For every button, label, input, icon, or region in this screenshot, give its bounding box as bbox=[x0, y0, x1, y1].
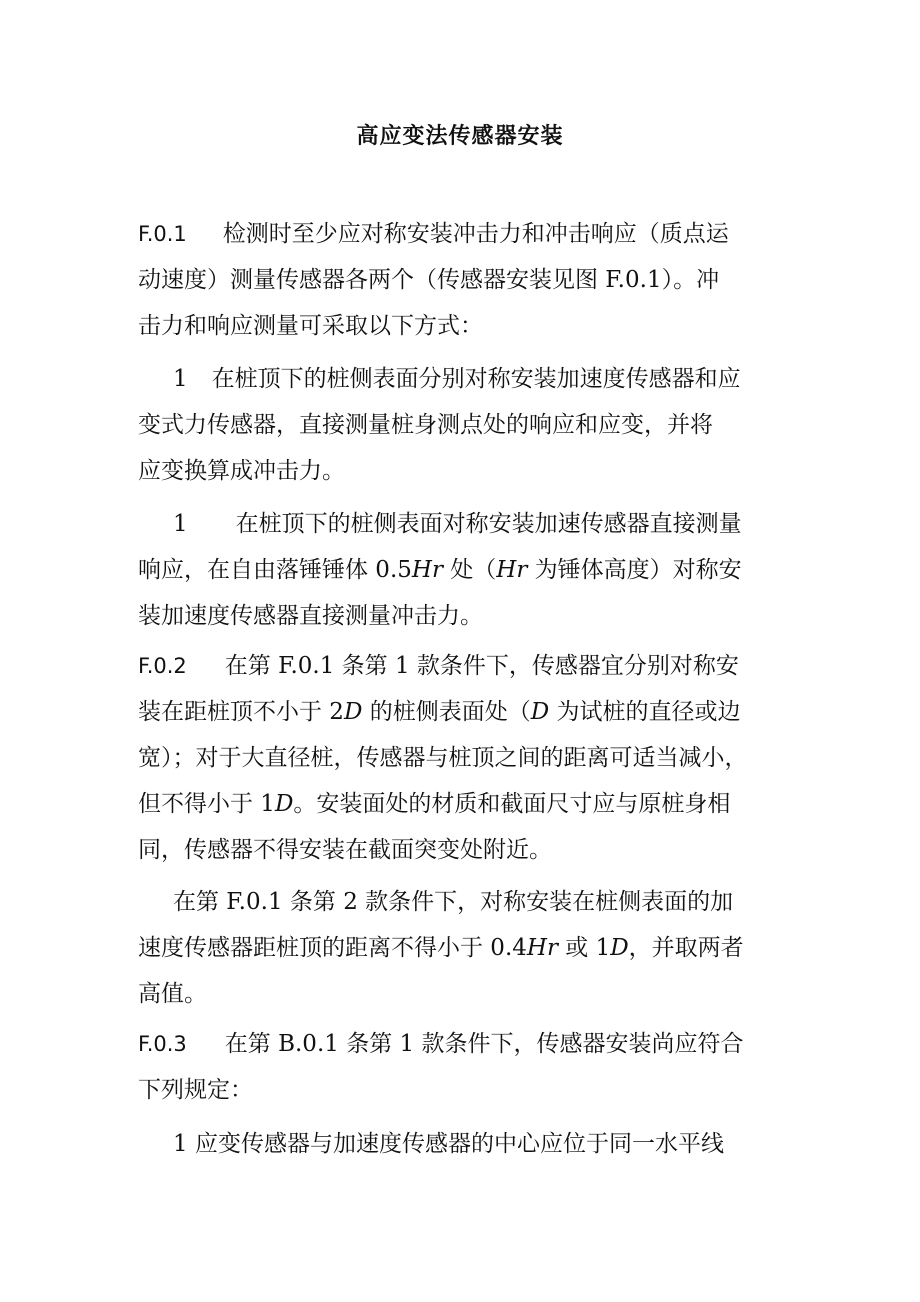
paragraph-text bbox=[138, 788, 730, 820]
paragraph-text: 在第 F.0.1 条第 1 款条件下，传感器宜分别对称安 bbox=[224, 653, 739, 679]
math-symbol: D bbox=[610, 935, 629, 961]
paragraph-text bbox=[138, 932, 744, 964]
paragraph-text: 变式力传感器，直接测量桩身测点处的响应和应变，并将 bbox=[138, 412, 713, 438]
text-run: 装在距桩顶不小于 2 bbox=[138, 699, 344, 725]
clause-f002-line-1 bbox=[138, 650, 739, 682]
list-item-1-line-1 bbox=[173, 363, 741, 395]
text-run: ，并取两者 bbox=[628, 935, 744, 961]
paragraph-text: 装加速度传感器直接测量冲击力。 bbox=[138, 603, 483, 629]
paragraph-text: 在第 F.0.1 条第 2 款条件下，对称安装在桩侧表面的加 bbox=[173, 889, 734, 915]
paragraph-text: 宽）；对于大直径桩，传感器与桩顶之间的距离可适当减小， bbox=[138, 745, 748, 771]
clause-f001-line-1 bbox=[138, 218, 729, 250]
text-run: 或 1 bbox=[557, 935, 611, 961]
paragraph-text: 应变换算成冲击力。 bbox=[138, 458, 345, 484]
paragraph-text bbox=[138, 554, 742, 586]
math-symbol: Hr bbox=[526, 935, 558, 961]
list-item-number: 1 bbox=[173, 511, 188, 537]
math-symbol: D bbox=[343, 699, 363, 725]
paragraph-text: 在桩顶下的桩侧表面对称安装加速传感器直接测量 bbox=[235, 511, 742, 537]
paragraph-text: 同，传感器不得安装在截面突变处附近。 bbox=[138, 837, 552, 863]
clause-number: F.0.2 bbox=[138, 654, 187, 678]
text-run: 为试桩的直径或边 bbox=[549, 699, 741, 725]
math-symbol: Hr bbox=[496, 557, 528, 583]
math-symbol: Hr bbox=[411, 557, 443, 583]
text-run: 为锤体高度）对称安 bbox=[527, 557, 742, 583]
math-symbol: D bbox=[274, 791, 294, 817]
list-item: 1 应变传感器与加速度传感器的中心应位于同一水平线 bbox=[173, 1131, 724, 1157]
text-run: 响应，在自由落锤锤体 0.5 bbox=[138, 557, 412, 583]
paragraph-text: 检测时至少应对称安装冲击力和冲击响应（质点运 bbox=[222, 221, 729, 247]
text-run: 速度传感器距桩顶的距离不得小于 0.4 bbox=[138, 935, 527, 961]
text-run: 的桩侧表面处（ bbox=[362, 699, 531, 725]
paragraph-text bbox=[138, 696, 740, 728]
text-run: 。安装面处的材质和截面尺寸应与原桩身相 bbox=[293, 791, 731, 817]
paragraph-text: 击力和响应测量可采取以下方式： bbox=[138, 313, 483, 339]
clause-number: F.0.3 bbox=[138, 1032, 187, 1056]
text-run: 处（ bbox=[442, 557, 497, 583]
clause-f003-line-1 bbox=[138, 1028, 743, 1060]
list-item-number: 1 bbox=[173, 366, 188, 392]
clause-number: F.0.1 bbox=[138, 222, 187, 246]
text-run: 但不得小于 1 bbox=[138, 791, 275, 817]
paragraph-text: 在桩顶下的桩侧表面分别对称安装加速度传感器和应 bbox=[211, 366, 741, 392]
paragraph-text: 高值。 bbox=[138, 981, 207, 1007]
paragraph-text: 下列规定： bbox=[138, 1077, 253, 1103]
paragraph-text: 在第 B.0.1 条第 1 款条件下，传感器安装尚应符合 bbox=[224, 1031, 744, 1057]
paragraph-text: 动速度）测量传感器各两个（传感器安装见图 F.0.1）。冲 bbox=[138, 267, 720, 293]
math-symbol: D bbox=[530, 699, 550, 725]
list-item-2-line-1 bbox=[173, 508, 742, 540]
page-title: 高应变法传感器安装 bbox=[356, 123, 564, 149]
